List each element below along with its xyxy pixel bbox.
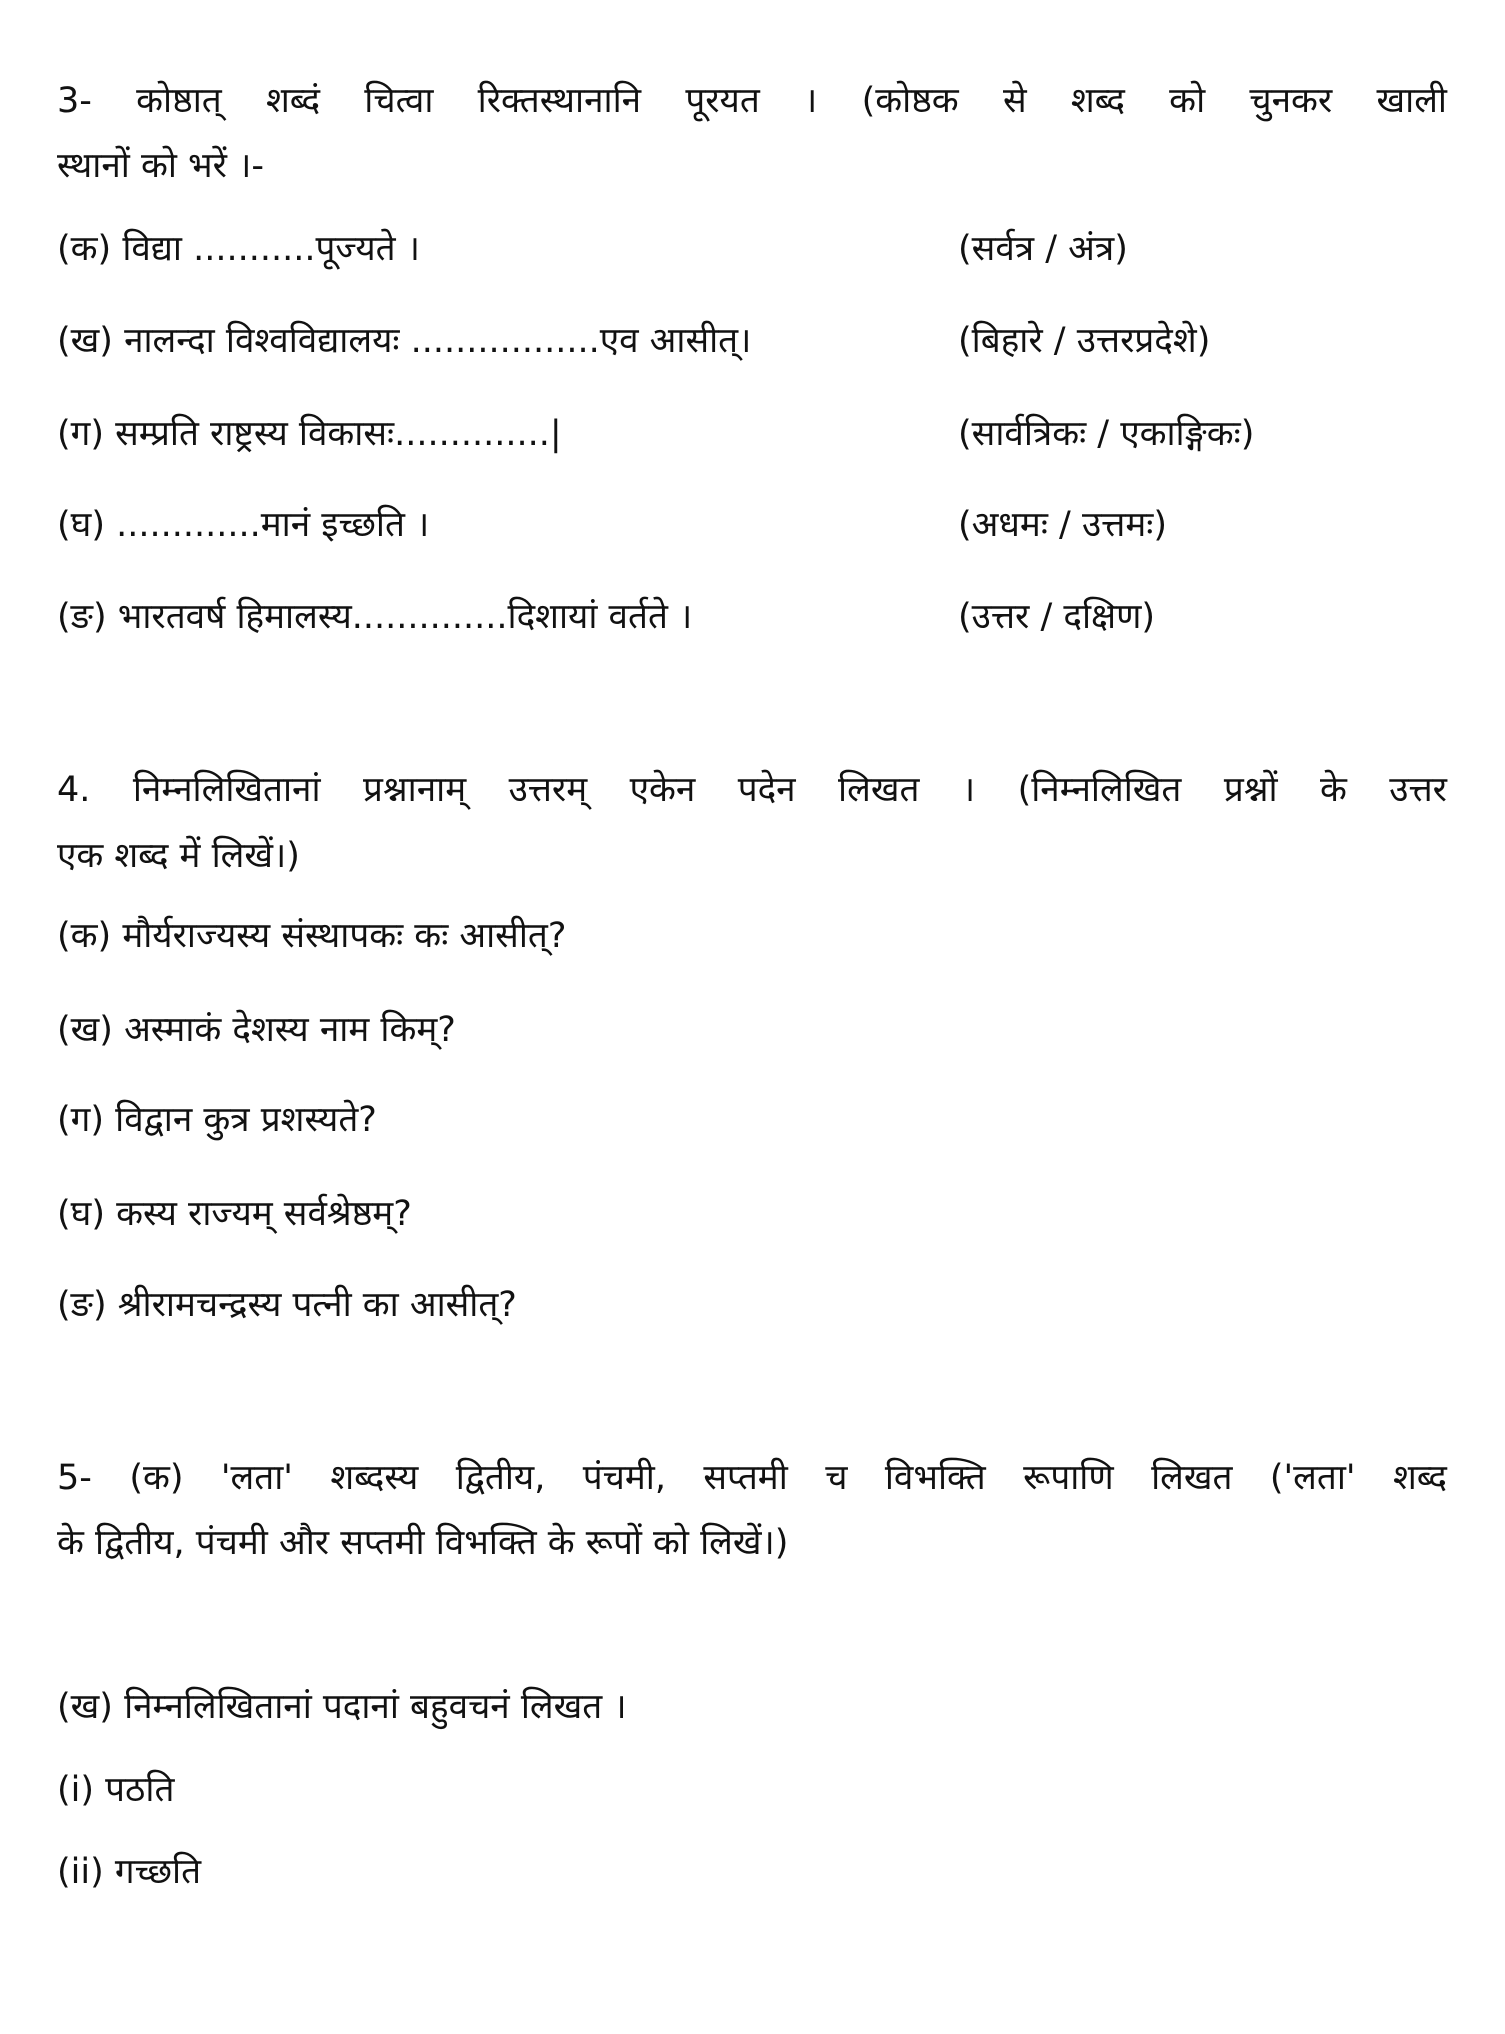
section3-item-gha-options: (अधमः / उत्तमः) [958, 505, 1167, 545]
section4-question-ga: (ग) विद्वान कुत्र प्रशस्यते? [57, 1100, 377, 1140]
section4-question-ka: (क) मौर्यराज्यस्य संस्थापकः कः आसीत्? [57, 916, 567, 956]
section3-item-nga: (ङ) भारतवर्ष हिमालस्य..............दिशायां वर्तते । [57, 597, 693, 637]
section3-item-nga-options: (उत्तर / दक्षिण) [958, 597, 1156, 637]
section4-question-kha: (ख) अस्माकं देशस्य नाम किम्? [57, 1010, 456, 1050]
section4-heading-line1: 4. निम्नलिखितानां प्रश्नानाम् उत्तरम् एकेन पदेन लिखत । (निम्नलिखित प्रश्नों के उत्तर [57, 770, 1447, 810]
section3-item-kha-options: (बिहारे / उत्तरप्रदेशे) [958, 321, 1211, 361]
section5-part-a-line2: के द्वितीय, पंचमी और सप्तमी विभक्ति के रूपों को लिखें।) [57, 1523, 789, 1563]
section3-heading-line1: 3- कोष्ठात् शब्दं चित्वा रिक्तस्थानानि पूरयत । (कोष्ठक से शब्द को चुनकर खाली [57, 81, 1447, 121]
section5-part-b-item-ii: (ii) गच्छति [57, 1852, 202, 1892]
section3-item-ga-options: (सार्वत्रिकः / एकाङ्गिकः) [958, 414, 1255, 454]
section3-item-gha: (घ) .............मानं इच्छति । [57, 505, 430, 545]
section4-question-nga: (ङ) श्रीरामचन्द्रस्य पत्नी का आसीत्? [57, 1285, 517, 1325]
section4-heading-line2: एक शब्द में लिखें।) [57, 836, 300, 876]
section5-part-b-item-i: (i) पठति [57, 1770, 175, 1810]
section3-item-ka-options: (सर्वत्र / अंत्र) [958, 229, 1128, 269]
section3-heading-line2: स्थानों को भरें ।- [57, 146, 264, 186]
section4-question-gha: (घ) कस्य राज्यम् सर्वश्रेष्ठम्? [57, 1194, 412, 1234]
section3-item-ga: (ग) सम्प्रति राष्ट्रस्य विकासः..............| [57, 414, 562, 454]
section3-item-ka: (क) विद्या ...........पूज्यते । [57, 229, 421, 269]
section3-item-kha: (ख) नालन्दा विश्वविद्यालयः .................एव आसीत्। [57, 321, 752, 361]
section5-part-a-line1: 5- (क) 'लता' शब्दस्य द्वितीय, पंचमी, सप्तमी च विभक्ति रूपाणि लिखत ('लता' शब्द [57, 1458, 1447, 1498]
section5-part-b-heading: (ख) निम्नलिखितानां पदानां बहुवचनं लिखत । [57, 1687, 627, 1727]
